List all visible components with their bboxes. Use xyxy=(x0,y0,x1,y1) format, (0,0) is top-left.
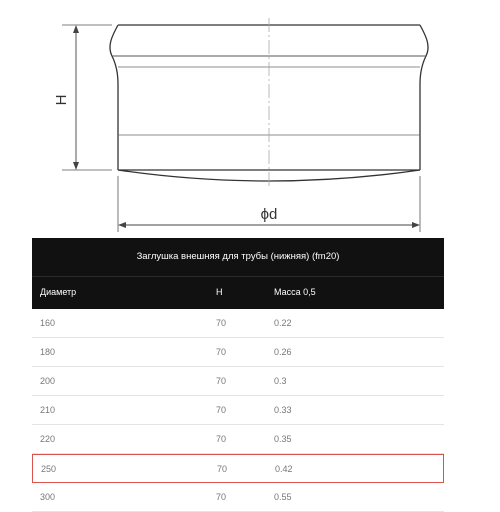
cell-height: 70 xyxy=(216,405,227,415)
cell-diameter: 300 xyxy=(40,492,56,502)
diameter-arrow-left xyxy=(118,222,126,228)
cell-mass: 0.3 xyxy=(274,376,287,386)
cell-diameter: 210 xyxy=(40,405,56,415)
cell-diameter: 250 xyxy=(41,464,57,474)
cell-diameter: 180 xyxy=(40,347,56,357)
table-row-highlighted xyxy=(32,454,444,483)
height-arrow-top xyxy=(73,25,79,33)
cell-diameter: 160 xyxy=(40,318,56,328)
cell-height: 70 xyxy=(216,376,227,386)
cell-mass: 0.35 xyxy=(274,434,292,444)
cell-height: 70 xyxy=(216,318,227,328)
drawing-svg xyxy=(0,0,500,238)
table-row xyxy=(32,483,444,512)
cell-height: 70 xyxy=(217,464,228,474)
header-height: H xyxy=(216,287,223,297)
cap-technical-drawing xyxy=(0,0,500,238)
diameter-label: ϕd xyxy=(260,206,278,223)
cell-mass: 0.26 xyxy=(274,347,292,357)
height-arrow-bottom xyxy=(73,162,79,170)
cell-mass: 0.55 xyxy=(274,492,292,502)
header-diameter: Диаметр xyxy=(40,287,77,297)
table-header-row xyxy=(32,276,444,309)
cell-mass: 0.42 xyxy=(275,464,293,474)
table-title: Заглушка внешняя для трубы (нижняя) (fm20) xyxy=(32,238,444,276)
cell-mass: 0.22 xyxy=(274,318,292,328)
cell-diameter: 220 xyxy=(40,434,56,444)
cell-height: 70 xyxy=(216,492,227,502)
cell-mass: 0.33 xyxy=(274,405,292,415)
specification-table xyxy=(32,238,444,512)
cell-height: 70 xyxy=(216,434,227,444)
table-row xyxy=(32,425,444,454)
table-row xyxy=(32,338,444,367)
cell-diameter: 200 xyxy=(40,376,56,386)
height-label: H xyxy=(53,94,70,106)
table-row xyxy=(32,367,444,396)
diameter-arrow-right xyxy=(412,222,420,228)
header-mass: Масса 0,5 xyxy=(274,287,316,297)
table-row xyxy=(32,396,444,425)
cell-height: 70 xyxy=(216,347,227,357)
table-row xyxy=(32,309,444,338)
